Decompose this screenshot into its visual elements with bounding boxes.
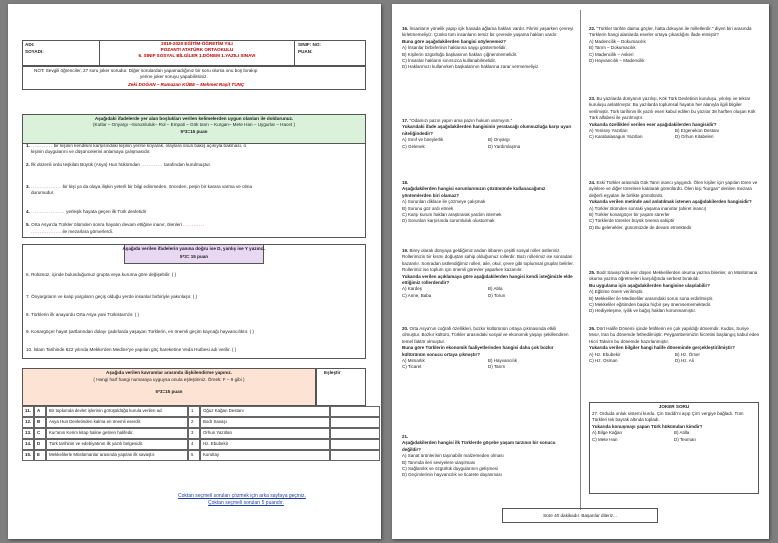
question-prompt: Yukarıdaki ifade aşağıdakilerden hangisinin yeratacağı olumsuzluğa karşı uyarı niteliğindedir? bbox=[402, 124, 572, 136]
exam-title-course: 6. SINIF SOSYAL BİLGİLER 1.DÖNEM 1.YAZILI SINAVI bbox=[138, 53, 256, 58]
answer-option[interactable]: A) İnsanlar birbirlerinin haklarına saygı göstermelidir. bbox=[402, 45, 507, 51]
question-body: Orta Asya'nın coğrafi özellikleri, bozkır kültürünün ortaya çıkmasında etkili olmuştur. Bozkır kültürü, Türkler arasındaki sosyal ve ekonomik yaşayı şekillendiren temel faktör olmuştur. bbox=[402, 326, 569, 344]
match-right-num-cell: 2 bbox=[188, 417, 200, 428]
answer-option[interactable]: B) Hz. Ömer bbox=[675, 351, 701, 357]
match-answer-cell[interactable] bbox=[330, 428, 380, 439]
answer-option[interactable]: B) Kişilerin özgürlüğü başkasının hakları çiğnenmemelidir. bbox=[402, 51, 518, 57]
fill-item-3b: durumudur. bbox=[31, 190, 55, 195]
answer-option[interactable]: B) Abla bbox=[488, 286, 503, 292]
match-left-text-cell: Asya Hun Devletinden kalma en önemli eserdir. bbox=[46, 417, 188, 428]
section-match-sub: ( Hangi harf hangi numaraya uyguysa onula eşleştiriniz. Örnek: F – 9 gibi ) bbox=[93, 377, 245, 382]
question-prompt: Buna göre aşağıdakilerden hangisi söylenemez? bbox=[402, 38, 507, 44]
question-number: 19. bbox=[402, 248, 409, 253]
fill-item-1: 1. ............ bir kişinin kendisini karşısındaki kişinin yerine koyarak, olaylara onun bakış açısıyla bakması, o bbox=[26, 143, 246, 148]
section-tf-points: 5*3= 15 puan bbox=[179, 254, 209, 259]
match-left-text-cell: Türk tarihinin ve edebiyatının ilk yazılı belgesidir. bbox=[46, 439, 188, 450]
question-prompt: Yukarıda özellikleri verilen eser aşağıdakilerden hangisidir? bbox=[589, 121, 717, 127]
footer-note-1: Coktan seçmeli soruları çözmek için arka sayfaya geçiniz. bbox=[178, 493, 306, 499]
note-line2: yerine joker soruyu yapabilirsiniz. bbox=[140, 74, 208, 79]
exam-title-school: POZANTI ATATÜRK ORTAOKULU bbox=[160, 47, 234, 52]
joker-title: JOKER SORU bbox=[658, 404, 690, 409]
answer-option[interactable]: D) Hz. Ali bbox=[675, 358, 694, 364]
answer-option[interactable]: A) Hz. Ebubekir bbox=[589, 351, 621, 357]
answer-option[interactable]: C) Ticaret bbox=[402, 364, 422, 370]
exam-page-back bbox=[392, 4, 769, 539]
match-right-text-cell: Hz. Ebubekir bbox=[200, 439, 330, 450]
answer-option[interactable]: C) Hz. Osman bbox=[589, 358, 618, 364]
question-body: Dört Halife Dönemi içinde fetihlerin en çok yapıldığı dönemdir. Kudüs, Suriye Mısır, İran bu dönemde fethedilmiştir. Peygamberimizin hicretini başlangıç kabul eden Hicri Takvim bu dönemde hazırlanmıştır. bbox=[589, 326, 760, 344]
tf-item-9[interactable]: 9. Konargöçer hayat şartlarından dolayı çadırlarda yaşayan Türklerin, en önemli geçim kaynağı hayvancılıktır. ( ) bbox=[26, 329, 254, 334]
answer-option[interactable]: A) Mimarlık bbox=[402, 358, 425, 364]
answer-option[interactable]: D) Bu gelenekler, günümüzde de devam etmektedir bbox=[589, 224, 692, 230]
answer-option[interactable]: C) Türklerde törenler büyük önema sahiptir bbox=[589, 218, 675, 224]
match-right-num-cell: 1 bbox=[188, 406, 200, 417]
match-left-text-cell: Mekkelilerle Müslümanlar arasında yapılan ilk savaştır. bbox=[46, 450, 188, 461]
match-letter-cell: B bbox=[34, 417, 46, 428]
answer-options bbox=[402, 45, 574, 71]
answer-option[interactable]: D) Geçimlerinin hayvancılık ve ticarete dayanması bbox=[402, 472, 503, 478]
match-left-text-cell: Bir toplumda devlet işlerinin görüşüldüğü kurula verilen ad. bbox=[46, 406, 188, 417]
question-21 bbox=[402, 434, 574, 479]
fill-blank[interactable]: ............ bbox=[141, 162, 163, 167]
tf-item-6[interactable]: 6. Rolümüz, içinde bulunduğumuz grupta veya kuruma göre değişebilir. ( ) bbox=[26, 272, 177, 277]
question-prompt: Aşağıdakilerden hangisi sorunlarımızın çözümünde kullanacağımız yöntemlerden biri olamaz? bbox=[402, 186, 546, 198]
match-right-text-cell: Orhun Yazıtları bbox=[200, 428, 330, 439]
answer-option[interactable]: A) Yenisey Yazıtları bbox=[589, 128, 628, 134]
match-answer-cell[interactable] bbox=[330, 406, 380, 417]
joker-ask: Yukarıda konuşmayı yapan Türk hükümdarı kimdir? bbox=[592, 423, 703, 429]
match-right-num-cell: 3 bbox=[188, 428, 200, 439]
tf-item-10[interactable]: 10. İslam Tarihinde 622 yılında Mekke'den Medine'ye yapılan göç hareketine Veda Hutbesi adı verilir. ( ) bbox=[26, 347, 237, 352]
answer-option[interactable]: D) Tarım bbox=[488, 364, 506, 370]
answer-options bbox=[589, 39, 761, 65]
answer-option[interactable]: C) İnsanlar hakların sınırsızca kullanabilmelidir. bbox=[402, 58, 497, 64]
question-number: 21. bbox=[402, 434, 409, 439]
match-right-text-cell: Oğuz Kağan Destanı bbox=[200, 406, 330, 417]
question-prompt: Aşağıdakilerden hangisi ilk Türklerde göçebe yaşam tarzının bir sonucu değildir? bbox=[402, 440, 556, 452]
answer-option[interactable]: C) Madencilik – Askeri bbox=[589, 51, 634, 57]
question-25 bbox=[589, 270, 761, 315]
match-answer-cell[interactable] bbox=[330, 450, 380, 461]
section-match-points: 5*3=15 puan bbox=[155, 389, 183, 394]
question-text bbox=[402, 326, 574, 345]
question-body: "Odamızı pazın yapın ama pazın hukum varmıyım." bbox=[409, 118, 513, 123]
question-number: 25. bbox=[589, 270, 596, 275]
name-label: ADI: bbox=[25, 42, 35, 47]
answer-option[interactable]: D) Haklarımızı kullanırken başkalarının haklarına zarar vermemeliyiz. bbox=[402, 64, 540, 70]
answer-option[interactable]: C) Anne, Baba bbox=[402, 292, 432, 298]
footer-note-2: Çoktan seçmeli soruları 5 puandır. bbox=[208, 500, 284, 506]
answer-options bbox=[589, 206, 761, 232]
answer-option[interactable]: A) Sanat ürünlerinin taşınabilir malzemeden olması bbox=[402, 453, 504, 459]
teacher-names: Zeki DOĞAN – Ramazan KÜBE – Mehmet Raşit TUNÇ bbox=[128, 82, 245, 87]
question-text bbox=[402, 248, 574, 274]
joker-question bbox=[592, 411, 756, 443]
section-match-heading: Aşağıda verilen kavramlar arasında ilişkilendirme yapınız. bbox=[106, 370, 232, 375]
match-answer-cell[interactable] bbox=[330, 439, 380, 450]
exam-title-year: 2019-2020 EĞİTİM-ÖĞRETİM YILI bbox=[161, 41, 233, 46]
match-right-text-cell: Kurultay bbox=[200, 450, 330, 461]
match-letter-cell: E bbox=[34, 450, 46, 461]
answer-option[interactable]: D) Yardımlaşma bbox=[488, 143, 521, 149]
question-number: 16. bbox=[402, 26, 409, 31]
question-body: Eski Türkler arasında Gök Tanrı inancı yaygındı. Ölen kişiler için yapılan tören ve ayinlere ve diğer törenlere katılarak gömülürdü. Ölen kişi "kurgan" denilen mezara değerli eşyaları ile birlikte gömülürdü. bbox=[589, 180, 758, 198]
question-prompt: Yukarıda verilen açıklamaya göre aşağıdakilerden hangisi kendi isteğimizle elde ettiğimiz rollerdendir? bbox=[402, 273, 573, 286]
answer-option[interactable]: B) Tarım – Dokumacılık bbox=[589, 45, 636, 51]
section-tf-heading: Aşağıda verilen ifadelerin yanına doğru ise D, yanlış ise Y yazınız. bbox=[122, 246, 266, 251]
answer-options bbox=[402, 453, 574, 479]
answer-options bbox=[402, 199, 574, 225]
match-right-num-cell: 4 bbox=[188, 439, 200, 450]
question-text bbox=[402, 26, 574, 39]
joker-text: 27. Orduda onluk sistemi kurdu. Çin Seddi'ni aşıp Çin'i vergiye bağladı. Tüm Türkleri tek bayrak altında topladı. bbox=[592, 411, 744, 423]
fill-blank[interactable]: ............ bbox=[31, 143, 53, 148]
section-fill-heading: Aşağıdaki ifadelerde yer alan boşlukları verilen kelimelerden uygun olanları ile doldurunuz. bbox=[94, 116, 294, 121]
question-number: 23. bbox=[589, 96, 596, 101]
match-label: Eşleştir bbox=[324, 370, 341, 375]
answer-option[interactable]: C) Karabalasagun Yazıtları bbox=[589, 134, 643, 140]
question-text bbox=[589, 96, 761, 122]
question-body: İnsanların yönelik yapıp içik havada ağlama hakları vardır. Fikrini yaşarken çevreyi kirletmemeliyiz. Çünkü tüm insanların temiz bir çevrede yaşama hakları vardır. bbox=[402, 26, 574, 38]
answer-option[interactable]: C) Mete Han bbox=[592, 436, 618, 442]
answer-option[interactable]: C) Sağlamlık ve özgürlük duygularının gelişmesi bbox=[402, 466, 499, 472]
question-20 bbox=[402, 326, 574, 371]
exam-page-front bbox=[8, 4, 381, 539]
answer-option[interactable]: A) Madencilik – Dokumacılık bbox=[589, 38, 646, 44]
answer-option[interactable]: B) Ergenekon Destanı bbox=[675, 128, 720, 134]
match-num-cell: 14. bbox=[22, 439, 34, 450]
answer-option[interactable]: A) Sorunları diklace ile çözmeye çalışmak bbox=[402, 199, 486, 205]
answer-option[interactable]: C) Karşı kurum hakları araştırarak yardım istemek bbox=[402, 212, 502, 218]
match-answer-cell[interactable] bbox=[330, 417, 380, 428]
question-22 bbox=[589, 26, 761, 64]
answer-option[interactable]: C) Mekkeliler eğitimden başka hiçbir şey önemsememektedir. bbox=[589, 302, 712, 308]
question-prompt: Bu uygulama için aşağıdakilerden hangisine ulaşılabilir? bbox=[589, 282, 711, 288]
question-prompt: Yukarıda verilen bilgiler hangi halife döneminde gerçekleştirilmiştir? bbox=[589, 345, 736, 351]
answer-option[interactable]: A) Türkler ölümden sonraki yaşama inanırlar (ahiret inancı) bbox=[589, 205, 707, 211]
question-16 bbox=[402, 26, 574, 71]
question-number: 22. bbox=[589, 26, 596, 31]
answer-option[interactable]: D) Torun bbox=[488, 292, 506, 298]
tf-item-8[interactable]: 8. Türklerin ilk anayurdu Orta Asya yani Türkistan'dır. ( ) bbox=[26, 312, 140, 317]
match-num-cell: 13. bbox=[22, 428, 34, 439]
question-19 bbox=[402, 248, 574, 299]
tf-item-7[interactable]: 7. Önyargıların ve kalıp yargıların geçiş olduğu yerde insanlar birbiriyle yakınlaşır. ( ) bbox=[26, 294, 198, 299]
question-prompt: Yukarıda verilen metinde asıl anlatılmak istenen aşağıdakilerden hangisidir? bbox=[589, 199, 752, 205]
answer-options bbox=[402, 286, 574, 299]
question-text bbox=[589, 326, 761, 345]
fill-item-1b: kişinin duygularını ve düşüncelerini anlamaya çalışmasıdır. bbox=[31, 149, 151, 154]
answer-option[interactable]: B) Onyargı bbox=[488, 137, 510, 143]
question-body: "Türkler tarihte daima göçler, hatta dokuyan ile milletlerdir." diyen biri arasında Türklerin hangi alanlarda eserler ortaya çıkardığını ifade etmiştir? bbox=[589, 26, 752, 38]
note-line1: NOT: Sevgili öğrenciler, 27 soru joker sorudur. Diğer sorulardan yapamadığınız bir soru olursa onu boş bırakıp bbox=[34, 68, 258, 73]
match-num-cell: 11. bbox=[22, 406, 34, 417]
answer-options bbox=[402, 358, 574, 371]
column-divider bbox=[580, 10, 581, 510]
class-label: SINIF: NO: bbox=[298, 42, 321, 47]
score-label: PUAN: bbox=[298, 49, 313, 54]
answer-option[interactable]: D) Hayvancılık – Madencilik bbox=[589, 58, 645, 64]
question-23 bbox=[589, 96, 761, 141]
question-17 bbox=[402, 118, 574, 150]
duration-note: Süre 40 dakikadır. Başarılar dileriz... bbox=[543, 513, 617, 518]
answer-option[interactable]: A) Kardeş bbox=[402, 286, 423, 292]
answer-option[interactable]: D) Sorunları karşısında sorumluluk olusturmak bbox=[402, 218, 495, 224]
answer-option[interactable]: B) Atilla bbox=[674, 430, 690, 436]
answer-option[interactable]: A) Bilge Kağan bbox=[592, 430, 623, 436]
question-text bbox=[589, 270, 761, 283]
match-num-cell: 12. bbox=[22, 417, 34, 428]
match-right-num-cell: 5 bbox=[188, 450, 200, 461]
surname-label: SOYADI: bbox=[25, 49, 44, 54]
answer-option[interactable]: D) Hediyeleşme, iyilik ve bağış hakları korunmamıştır. bbox=[589, 308, 697, 314]
fill-item-3: 3. ................. bir kişi ya da olaya ilişkin yeterli bir bilgi edinmeden, önceden, peşin bir karara varma ve olma bbox=[26, 184, 253, 189]
answer-option[interactable]: D) Orhun Kitabeleri bbox=[675, 134, 714, 140]
question-26 bbox=[589, 326, 761, 364]
question-number: 17. bbox=[402, 118, 409, 123]
section-fill-points: 5*3=15 puan bbox=[180, 129, 208, 134]
match-letter-cell: C bbox=[34, 428, 46, 439]
answer-option[interactable]: C) Gelenek bbox=[402, 143, 425, 149]
question-body: Birey olarak dünyaya geldiğimiz andan itibaren çeşitli sosyal roller üstleniriz. Rollerimizin bir kısmı doğuştan sahip olduğumuz rollerdir. Bazı rollerimiz ise sonradan kazanılır. Sonradan üstlendiğimiz rolleri, aile, okul, çevre gibi toplumsal gruplar belirler. Rollerimiz ise toplum için önemli görevler yaparken kazanılır. bbox=[402, 248, 574, 273]
question-text bbox=[589, 180, 761, 199]
question-18 bbox=[402, 180, 574, 225]
question-24 bbox=[589, 180, 761, 231]
answer-option[interactable]: B) Mekkeliler ile Medineliler arasındaki sorun sona erdirilmiştir. bbox=[589, 295, 714, 301]
question-text bbox=[589, 26, 761, 39]
fill-item-4: 4. ................... yerleşik hayata geçen ilk Türk devletidir bbox=[26, 209, 147, 214]
match-letter-cell: D bbox=[34, 439, 46, 450]
answer-option[interactable]: A) Sınıf ve bireylerlik bbox=[402, 137, 444, 143]
question-number: 18. bbox=[402, 180, 409, 185]
fill-item-2: 2. İlk düzenli ordu teşkilatı Büyük (Asya) Hun hükümdarı ............ tarafından kurulmuştur. bbox=[26, 162, 212, 167]
match-right-text-cell: Bodr Savaşı bbox=[200, 417, 330, 428]
answer-option[interactable]: B) Tarımda ileri seviyelere ulaşılması bbox=[402, 459, 476, 465]
match-letter-cell: A bbox=[34, 406, 46, 417]
question-number: 20. bbox=[402, 326, 409, 331]
match-left-text-cell: Kur'anın Kerim kitap haline getiren halifedir. bbox=[46, 428, 188, 439]
match-num-cell: 15. bbox=[22, 450, 34, 461]
answer-option[interactable]: B) Türkler konargöçer bir yaşam sürerler bbox=[589, 212, 670, 218]
answer-option[interactable]: B) Hayvancılık bbox=[488, 358, 518, 364]
question-prompt: Buna göre Türklerin ekonomik faaliyetlerinden hangisi daha çok bozkır kültürünün sonucu ortaya çıkmıştır? bbox=[402, 345, 554, 357]
answer-option[interactable]: D) Teoman bbox=[674, 436, 696, 442]
fill-blank[interactable]: ................. bbox=[31, 229, 62, 234]
answer-option[interactable]: A) Eğitime önem verilmiştir. bbox=[589, 289, 644, 295]
question-body: Bu yazılarda dünyanın yazılışı, Kök Türk Devletinin kuruluşu, yıkılışı ve tekrar kuruluşu anlatılmıştır. Bu yazılarda toplumsal hayatın her alanıyla ilgili bilgiler verilmiştir. Türk tarihinin ilk yazılı eseri kabul edilen bu yazılar 38 harften oluşan Kök Türk alfabesi ile yazılmıştır. bbox=[589, 96, 756, 121]
question-number: 26. bbox=[589, 326, 596, 331]
answer-options bbox=[402, 137, 574, 150]
fill-blank[interactable]: ................... bbox=[31, 209, 65, 214]
answer-options bbox=[589, 289, 761, 315]
fill-blank[interactable]: ................. bbox=[31, 184, 62, 189]
question-number: 24. bbox=[589, 180, 596, 185]
question-body: Bodr Savaşı'nda esir düşen Mekkelilerden okuma yazma bilenler, on Müslümana okuma yazma öğretmeleri karşılığında serbest bırakıldı. bbox=[589, 270, 758, 282]
answer-options bbox=[589, 128, 761, 141]
fill-blank[interactable]: ............ bbox=[183, 222, 205, 227]
fill-item-5b: ................. ile mezarlara gömerlerdi. bbox=[31, 229, 114, 234]
answer-options bbox=[589, 352, 761, 365]
fill-item-5: 5. Orta Asya'da Türkler ölümden sonra hayatın devam ettiğine inanır, ölenleri ............ bbox=[26, 222, 205, 227]
answer-option[interactable]: B) Sorunu göz ardı etmek bbox=[402, 205, 454, 211]
section-fill-words: (Kutlar – Onyargı –Sorumluluk– Rol – Empati – Gök tanrı – Kurgan– Mete Han – Uygurlar – Hacet ) bbox=[93, 122, 295, 127]
